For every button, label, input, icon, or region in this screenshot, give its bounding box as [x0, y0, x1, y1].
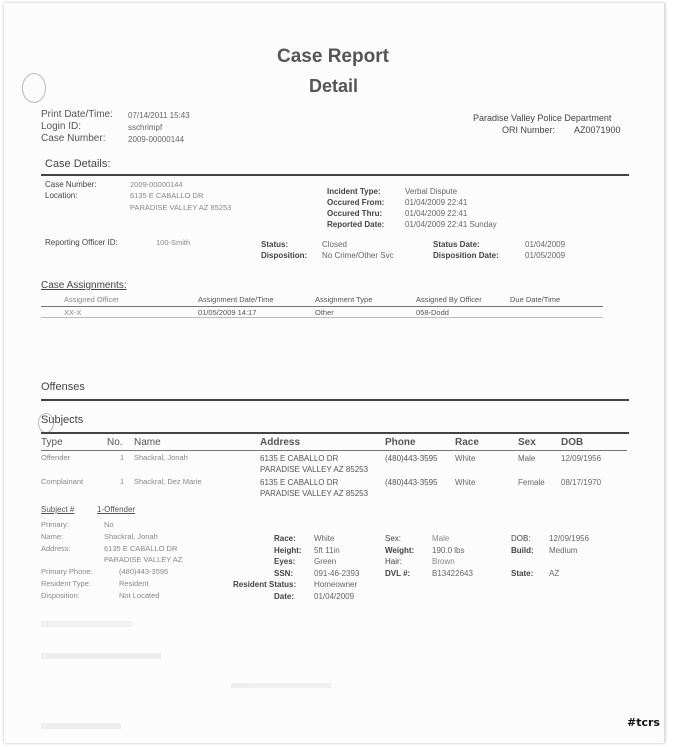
ca-col-due-date: Due Date/Time — [510, 295, 561, 304]
sd-build-value: Medium — [549, 546, 578, 555]
cd-case-number-label: Case Number: — [45, 180, 97, 189]
cd-location-line2: PARADISE VALLEY AZ 85253 — [130, 203, 232, 212]
sd-state-label: State: — [511, 569, 534, 578]
sd-date-value: 01/04/2009 — [314, 592, 355, 601]
subj-row-sex: Male — [518, 454, 536, 463]
hole-punch-mark — [22, 73, 46, 103]
sd-address-line1: 6135 E CABALLO DR — [104, 544, 178, 553]
subj-row-race: White — [455, 454, 476, 463]
sd-phone-value: (480)443-3595 — [119, 567, 169, 576]
sd-dvl-value: B13422643 — [432, 569, 473, 578]
status-value: Closed — [322, 240, 347, 249]
subjects-rule — [41, 450, 627, 451]
department-name: Paradise Valley Police Department — [473, 113, 612, 123]
ca-col-assigned-by: Assigned By Officer — [416, 295, 482, 304]
ca-row-officer: XX-X — [64, 308, 82, 317]
subject-detail-heading-left: Subject # — [41, 505, 75, 514]
ca-row-date: 01/05/2009 14:17 — [198, 308, 257, 317]
status-date-label: Status Date: — [433, 240, 480, 249]
sd-address-label: Address: — [41, 544, 71, 553]
login-label: Login ID: — [41, 121, 82, 132]
status-date-value: 01/04/2009 — [525, 240, 566, 249]
subj-col-dob: DOB — [561, 437, 584, 448]
login-value: sschrimpf — [128, 123, 163, 132]
watermark-hashtag: #tcrs — [627, 716, 660, 729]
incident-type-label: Incident Type: — [327, 187, 381, 196]
sd-sex-label: Sex: — [385, 534, 402, 543]
sd-name-value: Shackral, Jonah — [104, 532, 158, 541]
subj-row-addr1: 6135 E CABALLO DR — [260, 454, 339, 463]
ca-row-assigned-by: 058-Dodd — [416, 308, 449, 317]
disposition-label: Disposition: — [261, 251, 308, 260]
section-rule — [41, 399, 629, 401]
subj-row-addr1: 6135 E CABALLO DR — [260, 478, 339, 487]
sd-race-value: White — [314, 534, 335, 543]
sd-address-line2: PARADISE VALLEY AZ — [104, 555, 183, 564]
sd-resident-type-label: Resident Type: — [41, 579, 91, 588]
sd-weight-label: Weight: — [385, 546, 415, 555]
subj-col-phone: Phone — [385, 437, 416, 448]
case-number-value: 2009-00000144 — [128, 135, 185, 144]
subj-col-race: Race — [455, 437, 479, 448]
subj-row-sex: Female — [518, 478, 545, 487]
occured-thru-value: 01/04/2009 22:41 — [405, 209, 468, 218]
disposition-date-value: 01/05/2009 — [525, 251, 566, 260]
sd-dvl-label: DVL #: — [385, 569, 411, 578]
occured-from-value: 01/04/2009 22:41 — [405, 198, 468, 207]
ca-col-assignment-type: Assignment Type — [315, 295, 373, 304]
case-assignments-heading: Case Assignments: — [41, 280, 127, 291]
sd-resident-status-label: Resident Status: — [233, 580, 297, 589]
subj-row-no: 1 — [120, 477, 125, 486]
cd-case-number-value: 2009-00000144 — [130, 180, 183, 189]
subj-row-addr2: PARADISE VALLEY AZ 85253 — [260, 465, 369, 474]
subject-detail-heading-right: 1-Offender — [97, 505, 136, 514]
subj-row-name: Shackral, Jonah — [134, 453, 188, 462]
sd-eyes-label: Eyes: — [274, 557, 296, 566]
report-subtitle: Detail — [309, 76, 359, 96]
subj-row-type: Offender — [41, 453, 71, 462]
section-rule — [41, 174, 629, 176]
subj-row-dob: 12/09/1956 — [561, 454, 602, 463]
sd-height-value: 5ft 11in — [314, 546, 340, 555]
sd-hair-label: Hair: — [385, 557, 402, 566]
status-label: Status: — [261, 240, 289, 249]
sd-weight-value: 190.0 lbs — [432, 546, 465, 555]
sd-resident-status-value: Homeowner — [314, 580, 358, 589]
sd-ssn-value: 091-46-2393 — [314, 569, 360, 578]
sd-ssn-label: SSN: — [274, 569, 294, 578]
sd-dob-value: 12/09/1956 — [549, 534, 590, 543]
cd-location-line1: 6135 E CABALLO DR — [130, 191, 204, 200]
subj-col-type: Type — [41, 437, 63, 448]
ori-value: AZ0071900 — [574, 125, 621, 135]
section-rule — [41, 432, 629, 434]
subj-col-no: No. — [107, 437, 123, 448]
occured-thru-label: Occured Thru: — [327, 209, 383, 218]
reported-date-value: 01/04/2009 22:41 Sunday — [405, 220, 497, 229]
subj-row-no: 1 — [120, 453, 125, 462]
print-date-value: 07/14/2011 15:43 — [128, 111, 190, 120]
sd-build-label: Build: — [511, 546, 534, 555]
assignment-rule — [41, 306, 603, 307]
print-date-label: Print Date/Time: — [41, 109, 113, 120]
subj-row-race: White — [455, 478, 476, 487]
subj-row-dob: 08/17/1970 — [561, 478, 602, 487]
reporting-officer-value: 100-Smith — [156, 238, 191, 247]
report-page — [4, 3, 665, 743]
sd-resident-type-value: Resident — [119, 579, 149, 588]
disposition-value: No Crime/Other Svc — [322, 251, 394, 260]
subj-row-addr2: PARADISE VALLEY AZ 85253 — [260, 489, 369, 498]
offenses-heading: Offenses — [41, 381, 85, 393]
sd-race-label: Race: — [274, 534, 296, 543]
occured-from-label: Occured From: — [327, 198, 385, 207]
sd-date-label: Date: — [274, 592, 295, 601]
assignment-rule — [41, 317, 603, 318]
incident-type-value: Verbal Dispute — [405, 187, 458, 196]
reported-date-label: Reported Date: — [327, 220, 385, 229]
subj-col-address: Address — [260, 437, 301, 448]
sd-eyes-value: Green — [314, 557, 337, 566]
sd-sex-value: Male — [432, 534, 450, 543]
sd-dob-label: DOB: — [511, 534, 531, 543]
case-details-heading: Case Details: — [45, 158, 111, 170]
sd-primary-value: No — [104, 520, 114, 529]
subj-row-phone: (480)443-3595 — [385, 454, 438, 463]
subjects-heading: Subjects — [41, 414, 84, 426]
subj-row-name: Shackral, Dez Marie — [134, 477, 202, 486]
ca-col-assigned-officer: Assigned Officer — [64, 295, 119, 304]
case-number-label: Case Number: — [41, 133, 106, 144]
sd-state-value: AZ — [549, 569, 560, 578]
sd-phone-label: Primary Phone: — [41, 567, 93, 576]
sd-hair-value: Brown — [432, 557, 455, 566]
ca-row-type: Other — [315, 308, 334, 317]
ori-label: ORI Number: — [502, 125, 556, 135]
reporting-officer-label: Reporting Officer ID: — [45, 238, 118, 247]
faded-redacted-area — [41, 613, 601, 733]
sd-primary-label: Primary: — [41, 520, 69, 529]
ca-col-assignment-date: Assignment Date/Time — [198, 295, 274, 304]
subj-row-phone: (480)443-3595 — [385, 478, 438, 487]
subj-col-name: Name — [134, 437, 161, 448]
report-title: Case Report — [277, 46, 389, 67]
sd-name-label: Name: — [41, 532, 64, 541]
sd-disposition-value: Not Located — [119, 591, 160, 600]
cd-location-label: Location: — [45, 191, 78, 200]
sd-height-label: Height: — [274, 546, 302, 555]
sd-disposition-label: Disposition: — [41, 591, 80, 600]
subj-col-sex: Sex — [518, 437, 536, 448]
subj-row-type: Complainant — [41, 477, 84, 486]
disposition-date-label: Disposition Date: — [433, 251, 499, 260]
